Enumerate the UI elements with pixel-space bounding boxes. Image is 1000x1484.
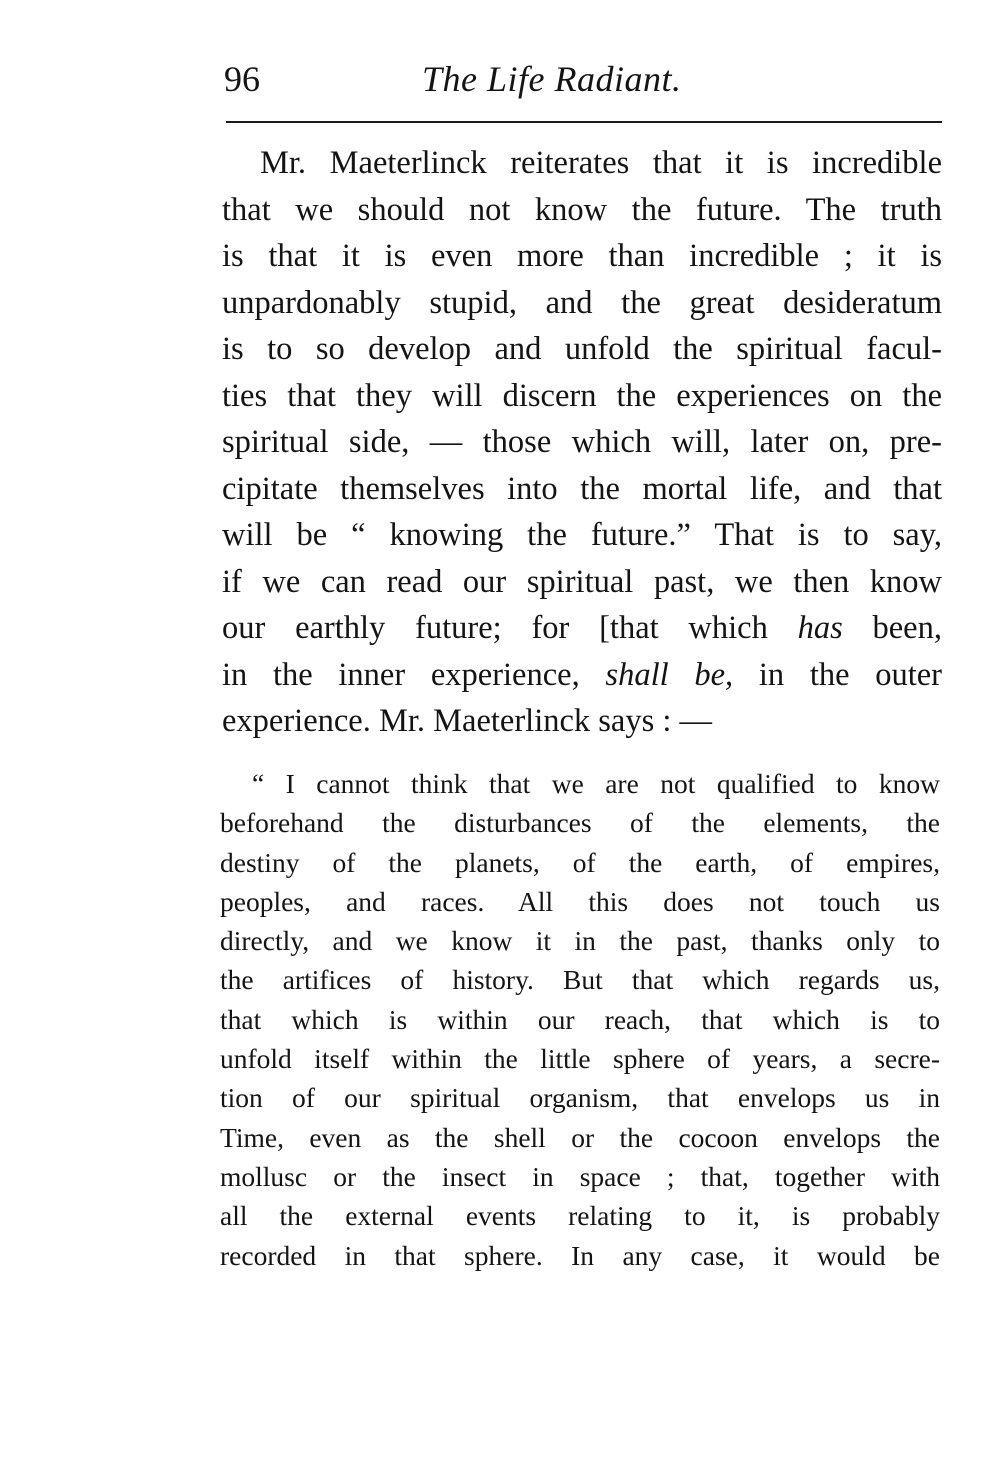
quote-line: Time, even as the shell or the cocoon envelops the	[220, 1121, 940, 1153]
running-title: The Life Radiant.	[422, 59, 682, 99]
text-line: cipitate themselves into the mortal life, and that	[222, 470, 942, 507]
page-number: 96	[224, 59, 260, 99]
text-segment: in the inner experience,	[222, 656, 606, 693]
main-paragraph	[222, 140, 942, 745]
quote-line: peoples, and races. All this does not touch us	[220, 885, 940, 917]
text-line	[222, 605, 942, 652]
text-line: that we should not know the future. The truth	[222, 191, 942, 228]
text-line: if we can read our spiritual past, we then know	[222, 563, 942, 600]
quote-line: beforehand the disturbances of the elements, the	[220, 807, 940, 839]
running-head	[224, 56, 944, 102]
quote-line: tion of our spiritual organism, that envelops us in	[220, 1082, 940, 1114]
text-segment: in the outer	[733, 656, 942, 693]
text-line: Mr. Maeterlinck reiterates that it is incredible	[260, 145, 942, 181]
text-segment: that which	[609, 610, 798, 646]
italic-word: has	[797, 610, 843, 646]
quote-line: mollusc or the insect in space ; that, together with	[220, 1160, 940, 1192]
text-segment: our earthly future; for	[222, 610, 600, 646]
text-line: ties that they will discern the experiences on the	[222, 377, 942, 414]
quote-line: that which is within our reach, that which is to	[220, 1003, 940, 1035]
quote-line: all the external events relating to it, is probably	[220, 1200, 940, 1232]
text-line: spiritual side, — those which will, later on, pre-	[222, 424, 942, 460]
quote-line: “ I cannot think that we are not qualified to know	[252, 768, 940, 799]
text-line: experience. Mr. Maeterlinck says : —	[222, 703, 713, 739]
quote-line: unfold itself within the little sphere of years, a secre-	[220, 1043, 940, 1075]
text-line: will be “ knowing the future.” That is to say,	[222, 517, 942, 553]
text-line	[222, 652, 942, 699]
header-rule	[226, 121, 942, 123]
text-segment: been,	[842, 610, 942, 646]
italic-phrase: shall be,	[605, 656, 734, 693]
text-line: is that it is even more than incredible ; it is	[222, 238, 942, 274]
text-line: is to so develop and unfold the spiritual facul-	[222, 331, 942, 367]
text-line: unpardonably stupid, and the great desideratum	[222, 284, 942, 321]
block-quotation	[220, 764, 940, 1275]
quote-line: destiny of the planets, of the earth, of empires,	[220, 846, 940, 878]
quote-line: directly, and we know it in the past, thanks only to	[220, 925, 940, 957]
bracket-mark: [	[599, 610, 610, 646]
quote-line: recorded in that sphere. In any case, it would be	[220, 1239, 940, 1271]
quote-line: the artifices of history. But that which regards us,	[220, 964, 940, 996]
